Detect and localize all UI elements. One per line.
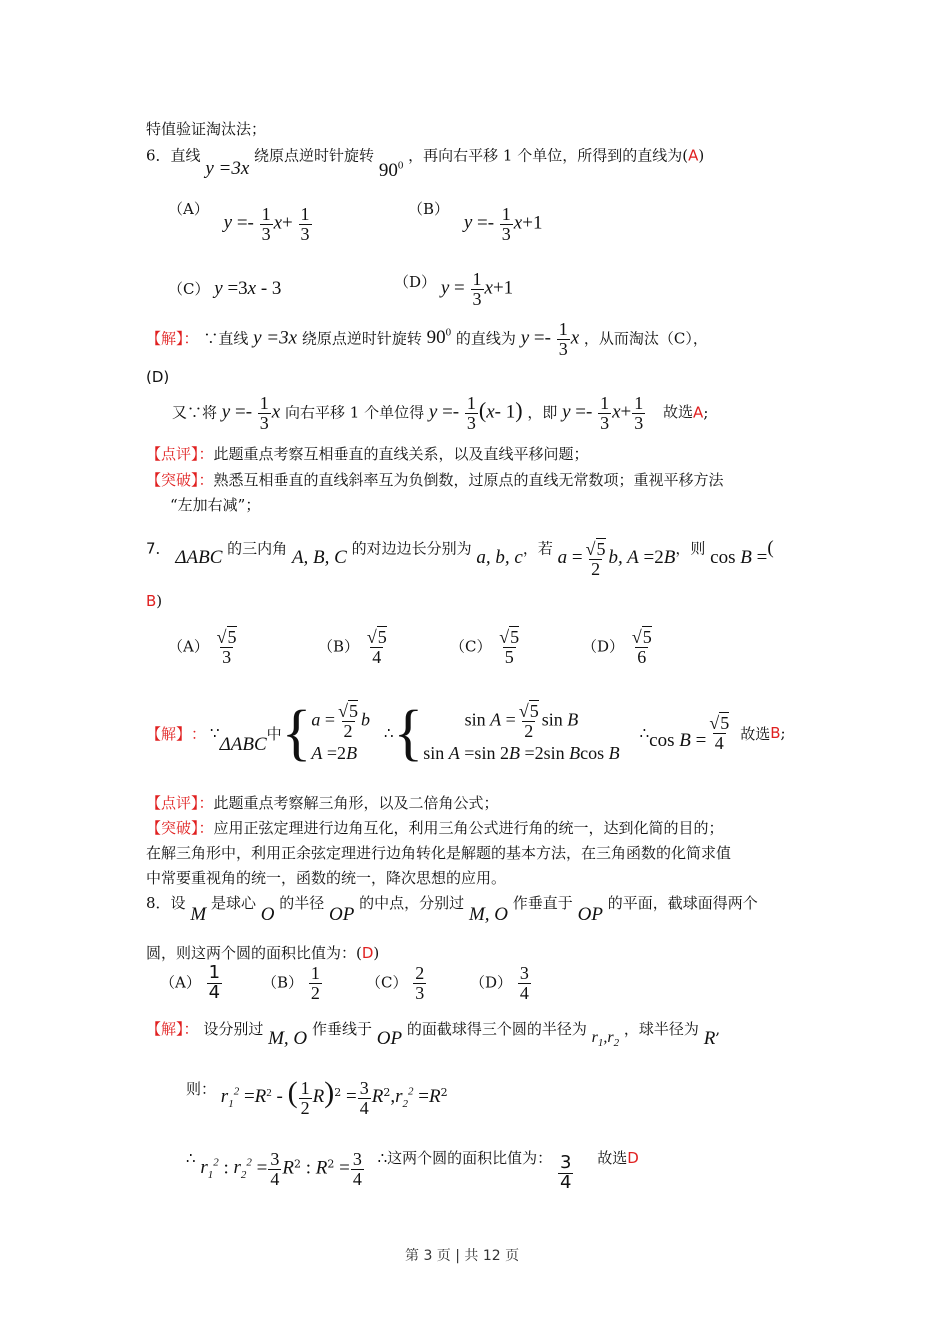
q8-solution-line1: 【解】： 设分别过 M, O 作垂线于 OP 的面截球得三个圆的半径为 $r_1,r_2$ ，球半径为 R, [146,1020,721,1050]
q6-option-d: （D） y = $\frac{1}{3}$ x+1 [394,269,514,309]
q6-breakthrough: 【突破】：熟悉互相垂直的直线斜率互为负倒数，过原点的直线无常数项；重视平移方法 [146,471,724,489]
q8-stem-line2: 圆，则这两个圆的面积比值为：(D) [146,944,380,962]
q6-comment: 【点评】：此题重点考察互相垂直的直线关系，以及直线平移问题； [146,445,589,463]
q7-solution: 【解】 ： ∵ ΔABC 中 { a = $\frac{√5}{2}$ b A =2B ∴ { sin A = $\frac{√5}{2}$ sin B sin A =sin 2B =2sin Bcos B ∴ cos B = $\frac{√5}{4}$ 故选 B ; [146,699,786,767]
q6-solution-line2: (D) [146,368,170,386]
q7-option-b: （B） $\frac{√5}{4}$ [318,627,387,667]
q7-option-c: （C） $\frac{√5}{5}$ [450,627,520,667]
q8-option-b: （B） $\frac{1}{2}$ [262,963,320,1003]
q6-option-b: （B） y =- $\frac{1}{3}$ x+1 [408,200,543,244]
q6-option-c: （C） y =3x - 3 [168,278,282,299]
q6-stem: 6．直线 y =3x 绕原点逆时针旋转 $90^0$ ，再向右平移 1 个单位，所得到的直线为(A) [146,146,705,182]
q7-comment: 【点评】：此题重点考察解三角形，以及二倍角公式； [146,794,499,812]
q6-option-a: （A） y =- $\frac{1}{3}$ x+ $\frac{1}{3}$ [168,200,310,244]
q7-breakthrough: 【突破】：应用正弦定理进行边角互化，利用三角公式进行角的统一，达到化简的目的； [146,819,724,837]
q7-breakthrough-cont1: 在解三角形中，利用正余弦定理进行边角转化是解题的基本方法，在三角函数的化简求值 [146,844,732,862]
q7-breakthrough-cont2: 中常要重视角的统一，函数的统一，降次思想的应用。 [146,869,507,887]
q7-answer: B [146,592,157,610]
q8-option-d: （D） $\frac{3}{4}$ [470,963,529,1003]
intro-text: 特值验证淘汰法； [146,120,267,138]
q6-solution-line1: 【解】： ∵直线 y =3x 绕原点逆时针旋转 $90^0$ 的直线为 y =- $\frac{1}{3}$ x ，从而淘汰（C）， [146,319,708,359]
q6-solution-line3: 又∵将 y =- $\frac{1}{3}$ x 向右平移 1 个单位得 y =- $\frac{1}{3}$ (x- 1) ，即 y =- $\frac{1}{3}$ x+ $\frac{1}{3}$ 故选A; [172,393,709,433]
q8-solution-line3: ∴ $r_1^2$ : $r_2^2$ = $\frac{3}{4}$ $R^2$ : $R^2$ = $\frac{3}{4}$ ∴这两个圆的面积比值为： $\frac{3}{4}$ 故选D [186,1149,639,1193]
q7-option-d: （D） $\frac{√5}{6}$ [582,627,652,667]
q7-option-a: （A） $\frac{√5}{3}$ [168,627,237,667]
q6-answer: A [688,146,699,165]
q7-answer-line: B) [146,592,163,610]
page-footer: 第 3 页 | 共 12 页 [405,1248,520,1264]
q8-solution-line2: 则： $r_1^2 =R^2$ - ( $\frac{1}{2}$ R)$^2$ = $\frac{3}{4}$ $R^2,r_2^2 =R^2$ [186,1076,448,1118]
q8-stem: 8．设 M 是球心 O 的半径 OP 的中点，分别过 M, O 作垂直于 OP 的平面，截球面得两个 [146,894,758,925]
q8-option-c: （C） $\frac{2}{3}$ [366,963,425,1003]
q7-stem: 7． ΔABC 的三内角 A, B, C 的对边边长分别为 a, b, c，若 a = $\frac{√5}{2}$ b, A =2B，则 cos B =( [146,537,774,579]
q8-answer: D [361,944,374,962]
q6-breakthrough-cont: “左加右减”； [170,496,261,514]
q8-option-a: （A） $\frac{1}{4}$ [160,962,221,1003]
